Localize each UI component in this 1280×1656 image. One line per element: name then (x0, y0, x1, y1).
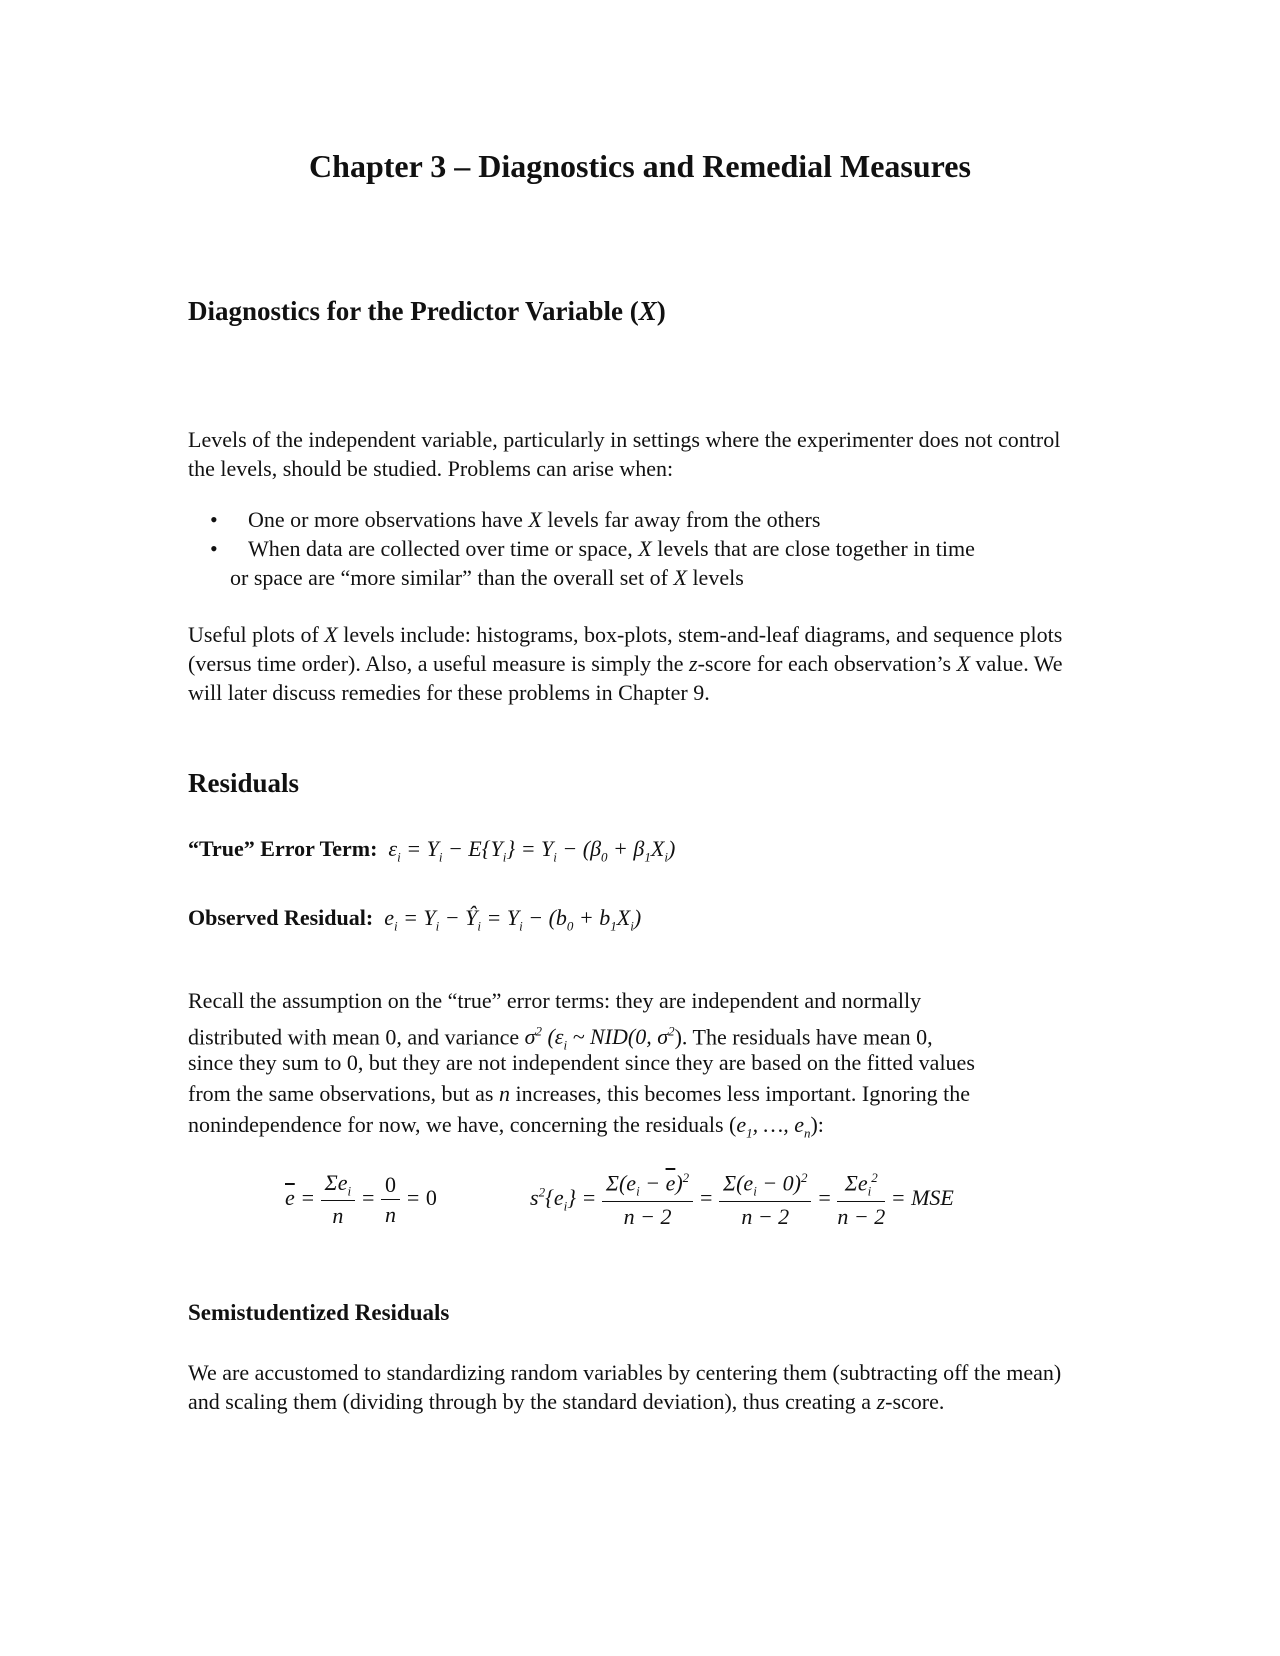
bullet-icon: • (210, 536, 218, 561)
para-line (188, 1047, 1088, 1078)
para-text: We are accustomed to standardizing random variables by centering them (subtracting off the mean) and scaling them (dividing through by the standard deviation), thus creating a (188, 1360, 1062, 1414)
bullet-cont-text: or space are “more similar” than the overall set of (230, 565, 674, 590)
bullet-list (208, 505, 1088, 592)
para-line (188, 1078, 1088, 1109)
para-var: z (689, 651, 698, 676)
para-text: -score. (885, 1389, 945, 1414)
para-var: z (876, 1389, 886, 1414)
true-error-equation (188, 836, 675, 865)
bullet-text: When data are collected over time or space, (248, 536, 639, 561)
line-text: nonindependence for now, we have, concerning the residuals ( (188, 1112, 737, 1137)
paragraph-useful-plots (188, 620, 1088, 707)
mse-label: MSE (911, 1184, 954, 1210)
fraction: $\frac{0}{n}$ (381, 1172, 400, 1228)
observed-residual-label: Observed Residual: (188, 905, 374, 930)
section-heading-predictor (188, 296, 666, 327)
line-text: ). The residuals have mean 0, (674, 1024, 933, 1050)
fraction: $\frac{\Sigma(e_i - \overline{e})^2}{n - 2}$ (602, 1170, 693, 1230)
para-text: Useful plots of (188, 622, 325, 647)
para-line (188, 985, 1088, 1016)
line-text: increases, this becomes less important. Ignoring the (510, 1081, 971, 1106)
section-heading-residuals: Residuals (188, 768, 300, 798)
heading-text: Diagnostics for the Predictor Variable ( (188, 296, 639, 326)
line-text: since they sum to 0, but they are not independent since they are based on the fitted values (188, 1050, 975, 1075)
list-item (208, 505, 1088, 534)
para-line (188, 1016, 1088, 1053)
observed-residual-formula: $e_i = Y_i$ − $Ŷ_i = Y_i - (b_0 + b_1X_i)$ (378, 905, 642, 934)
true-error-formula: $\varepsilon_i = Y_i - E\{Y_i\} = Y_i - (\beta_0 + \beta_1X_i)$ (382, 836, 676, 865)
bullet-text: One or more observations have (248, 507, 529, 532)
para-var: X (956, 651, 971, 676)
bullet-cont-end: levels (686, 565, 744, 590)
fraction: $\frac{\Sigma e_i^2}{n - 2}$ (837, 1170, 886, 1229)
residual-variance-formula: $s^2\{e_i\}$ = $\frac{\Sigma(e_i - \overline{e})^2}{n - 2}$ = $\frac{\Sigma(e_i - 0)^2}{n - 2}$ = $\frac{\Sigma e_i^2}{n - 2}$ = MSE (530, 1170, 954, 1229)
bullet-text-end: levels far away from the others (541, 507, 821, 532)
para-text: value. We will later discuss remedies for these problems in Chapter 9. (188, 651, 1063, 705)
bullet-var: X (638, 536, 652, 561)
list-item (208, 534, 1088, 592)
para-line (188, 1109, 1088, 1140)
line-text: Recall the assumption on the “true” error terms: they are independent and normally (188, 988, 922, 1013)
para-var: X (324, 622, 338, 647)
fraction: $\frac{\Sigma(e_i - 0)^2}{n - 2}$ (719, 1170, 811, 1230)
section-heading-semistudentized: Semistudentized Residuals (188, 1300, 450, 1325)
line-text: from the same observations, but as (188, 1081, 499, 1106)
mean-residual-formula: $\overline{e}$ = $\frac{\Sigma e_i}{n}$ = $\frac{0}{n}$ = 0 (285, 1170, 437, 1229)
bullet-text-end: levels that are close together in time (651, 536, 975, 561)
fraction: $\frac{\Sigma e_i}{n}$ (321, 1170, 355, 1229)
bullet-icon: • (210, 507, 218, 532)
bullet-var: X (528, 507, 542, 532)
para-text: levels include: histograms, box-plots, stem-and-leaf diagrams, and sequence plots (versus time order). Also, a useful measure is simply the (188, 622, 1063, 676)
bullet-cont-var: X (673, 565, 687, 590)
n-var: n (499, 1081, 510, 1106)
heading-var: X (638, 296, 657, 326)
bullet-continuation (230, 563, 1088, 592)
para-text: -score for each observation’s (697, 651, 957, 676)
paragraph-assumption (188, 985, 1088, 1140)
paragraph-standardizing (188, 1358, 1088, 1416)
variance-formula: $\sigma^2$ ($\varepsilon_i$ ~ NID(0, $\sigma^2$ (519, 1024, 675, 1053)
observed-residual-equation (188, 905, 641, 934)
residuals-set: $e_1$, …, $e_n$ (736, 1112, 811, 1141)
heading-close: ) (656, 296, 666, 326)
page-title: Chapter 3 – Diagnostics and Remedial Measures (309, 148, 971, 184)
paragraph-levels: Levels of the independent variable, particularly in settings where the experimenter does not control the levels, should be studied. Problems can arise when: (188, 427, 1061, 481)
true-error-label: “True” Error Term: (188, 836, 378, 861)
line-text: ): (810, 1112, 824, 1137)
line-text: distributed with mean 0, and variance (188, 1024, 520, 1050)
